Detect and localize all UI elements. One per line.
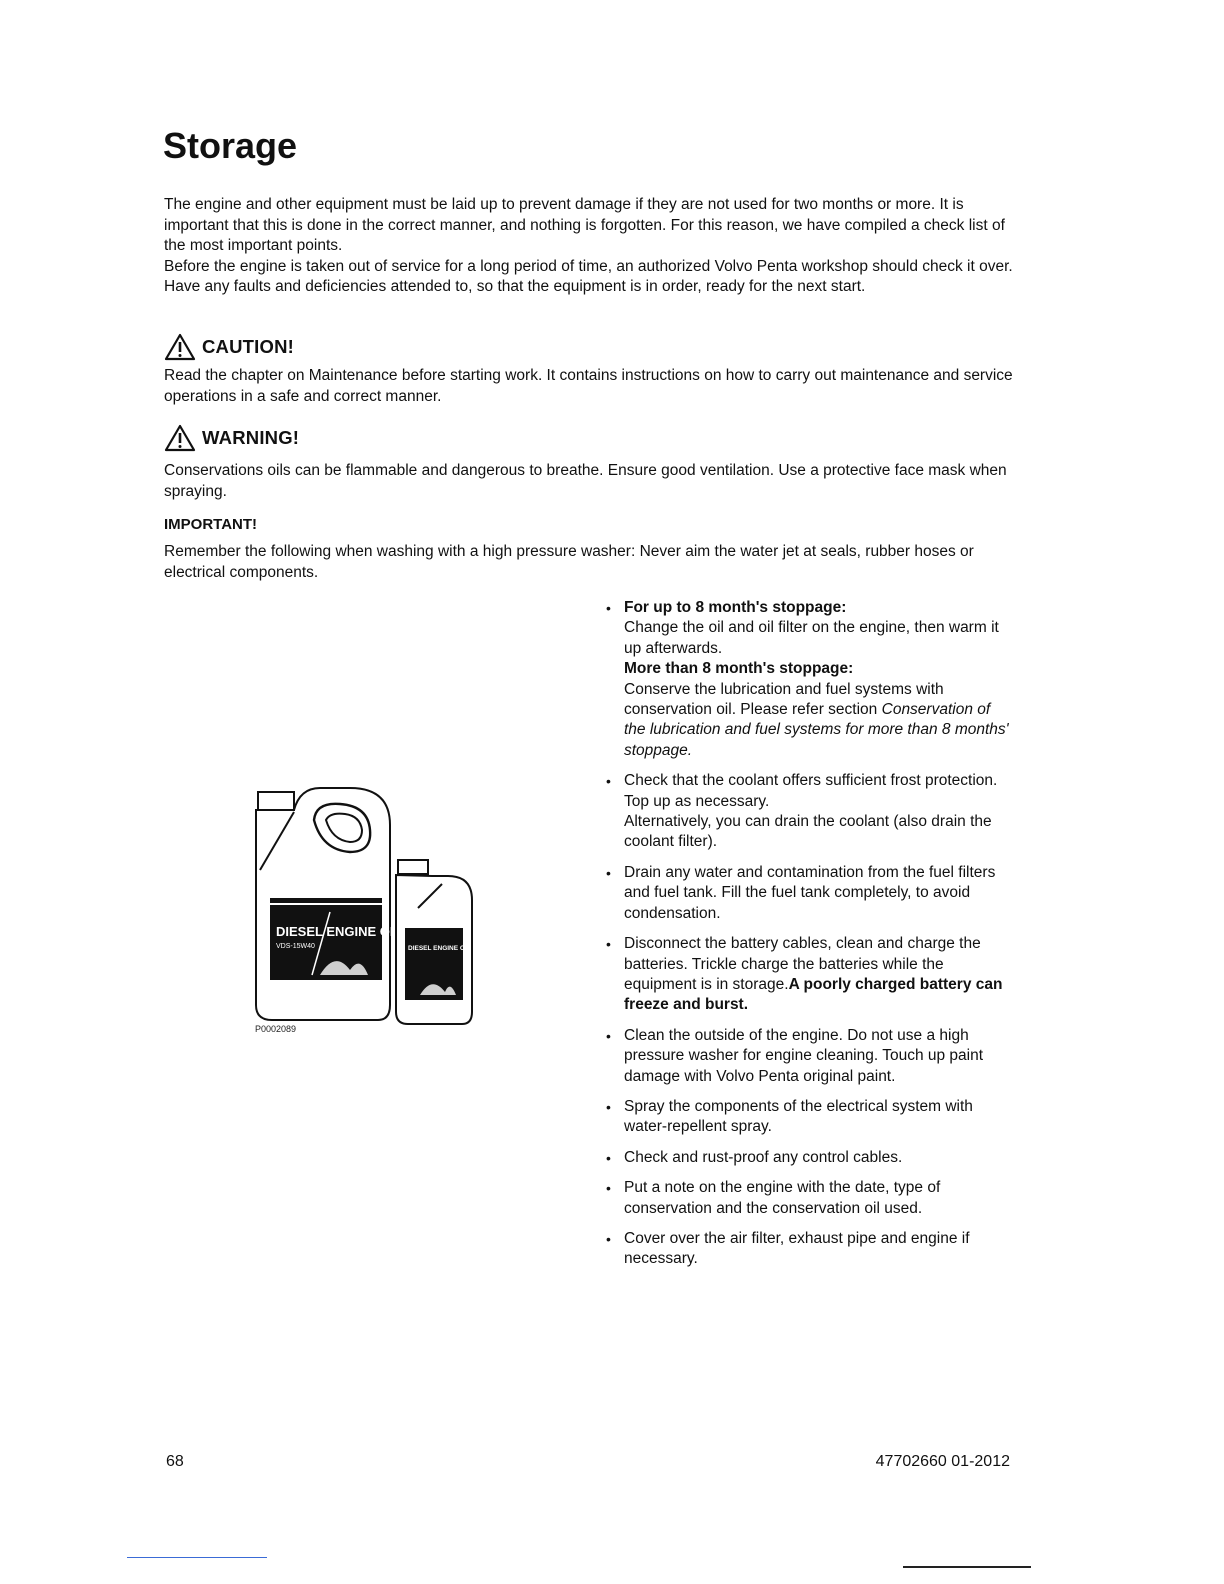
intro-paragraph-2: Before the engine is taken out of service for a long period of time, an authorized Volvo Penta workshop should check it over. Have any faults and deficiencies attended to, so that the equipment is in order, ready for the next start. — [164, 257, 1013, 295]
small-can-label: DIESEL ENGINE OIL — [408, 945, 471, 952]
important-heading: IMPORTANT! — [164, 516, 258, 533]
important-text: Remember the following when washing with a high pressure washer: Never aim the water jet at seals, rubber hoses or electrical components. — [164, 543, 974, 581]
oil-cans-illustration — [250, 780, 490, 1045]
page-number: 68 — [166, 1453, 184, 1470]
list-item-text: Disconnect the battery cables, clean and charge the batteries. Trickle charge the batteries while the equipment is in storage. — [624, 935, 981, 993]
oil-cans-drawing — [250, 780, 490, 1045]
list-item-italic-reference: Conservation of the lubrication and fuel systems for more than 8 months' stoppage. — [624, 701, 1009, 759]
list-item: • Check and rust-proof any control cables. — [606, 1148, 1016, 1168]
list-item-text: Conserve the lubrication and fuel systems with conservation oil. Please refer section — [624, 680, 944, 719]
large-can-label: DIESEL ENGINE OIL — [276, 924, 402, 939]
storage-checklist — [606, 598, 1016, 1280]
list-item-bold: A poorly charged battery can freeze and burst. — [624, 975, 1003, 1014]
list-item — [606, 598, 1016, 761]
warning-heading — [164, 424, 299, 452]
list-item: • Cover over the air filter, exhaust pipe and engine if necessary. — [606, 1229, 1016, 1270]
list-item — [606, 771, 1016, 853]
caution-heading — [164, 333, 294, 361]
warning-triangle-icon — [164, 333, 196, 361]
warning-text: Conservations oils can be flammable and dangerous to breathe. Ensure good ventilation. Use a protective face mask when spraying. — [164, 462, 1007, 500]
list-item: • Drain any water and contamination from the fuel filters and fuel tank. Fill the fuel tank completely, to avoid condensation. — [606, 863, 1016, 924]
list-item-text: Change the oil and oil filter on the engine, then warm it up afterwards. — [624, 619, 999, 657]
warning-triangle-icon — [164, 424, 196, 452]
document-id: 47702660 01-2012 — [875, 1453, 1010, 1470]
warning-heading-text: WARNING! — [202, 427, 300, 448]
figure-label: P0002089 — [255, 1024, 297, 1034]
intro-section — [164, 195, 1014, 298]
caution-text: Read the chapter on Maintenance before starting work. It contains instructions on how to carry out maintenance and service operations in a safe and correct manner. — [164, 367, 1013, 405]
list-item-text: • Check that the coolant offers sufficient frost protection. Top up as necessary. — [624, 772, 998, 810]
bottom-divider-left — [127, 1557, 267, 1558]
large-can-sublabel: VDS-15W40 — [276, 943, 315, 950]
page-title: Storage — [163, 125, 298, 166]
list-item — [606, 934, 1016, 1016]
list-item-bold: More than 8 month's stoppage: — [624, 660, 854, 678]
caution-heading-text: CAUTION! — [202, 336, 295, 357]
intro-paragraph-1: The engine and other equipment must be laid up to prevent damage if they are not used for two months or more. It is important that this is done in the correct manner, and nothing is forgotten. For this reason, we have compiled a check list of the most important points. — [164, 196, 1005, 254]
list-item: • Spray the components of the electrical system with water-repellent spray. — [606, 1097, 1016, 1138]
list-item-bold: • For up to 8 month's stoppage: — [624, 599, 847, 616]
list-item-text: Alternatively, you can drain the coolant (also drain the coolant filter). — [624, 813, 992, 851]
list-item: • Clean the outside of the engine. Do not use a high pressure washer for engine cleaning. Touch up paint damage with Volvo Penta original paint. — [606, 1026, 1016, 1087]
bottom-divider-right — [903, 1566, 1031, 1568]
list-item: • Put a note on the engine with the date, type of conservation and the conservation oil used. — [606, 1178, 1016, 1219]
